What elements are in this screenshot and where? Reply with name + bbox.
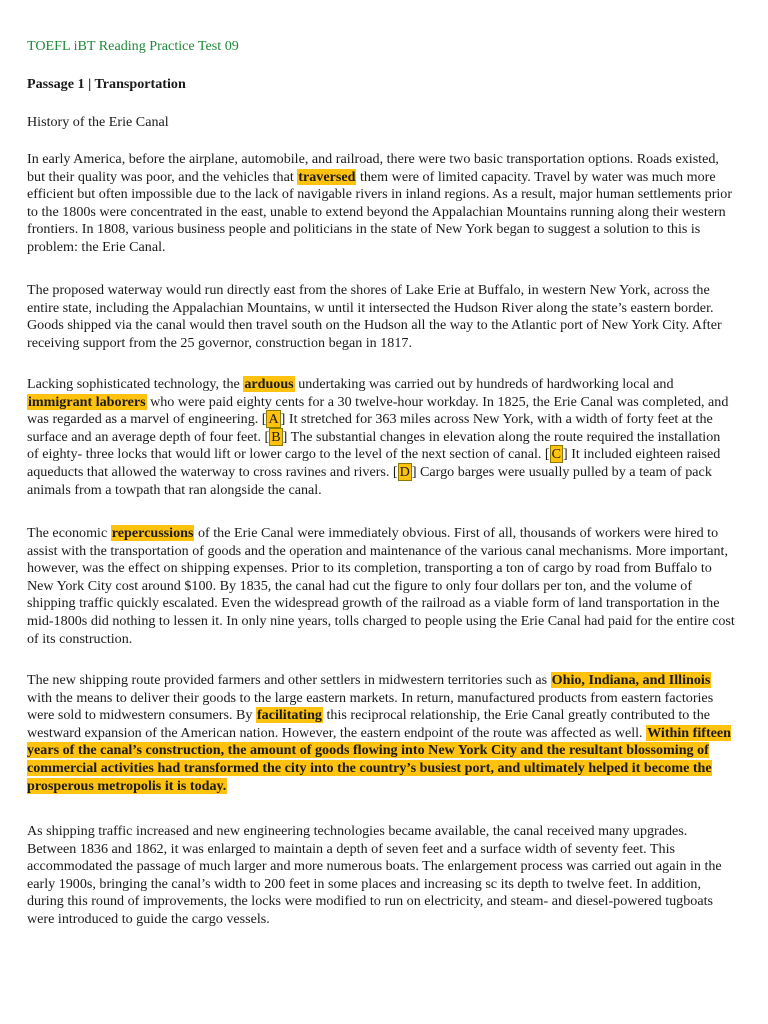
text-segment: The economic (27, 525, 111, 541)
text-segment: Lacking sophisticated technology, the (27, 376, 244, 392)
paragraph-2 (27, 282, 735, 352)
text-segment: ] The substantial changes in elevation along the route required the installation of eighty- three locks that would lift or lower cargo to the level of the next section of canal. [ (27, 428, 721, 463)
insertion-marker-b[interactable]: B (271, 428, 281, 445)
highlighted-term: arduous (244, 376, 294, 392)
text-segment: this reciprocal relationship, the Erie Canal greatly contributed to the westward expansion of the American nation. However, the eastern endpoint of the route was affected as well. (27, 707, 711, 741)
text-segment: ] It stretched for 363 miles across New York, with a width of forty feet at the surface and an average depth of four feet. [ (27, 411, 713, 445)
text-segment: undertaking was carried out by hundreds of hardworking local and (294, 376, 674, 392)
insertion-marker-a[interactable]: A (268, 411, 279, 428)
paragraph-3 (27, 376, 735, 499)
paragraph-4 (27, 525, 735, 648)
text-segment: The new shipping route provided farmers and other settlers in midwestern territories such as (27, 672, 551, 688)
passage-title: Passage 1 | Transportation (27, 76, 186, 92)
text-segment: ] Cargo barges were usually pulled by a team of pack animals from a towpath that ran alongside the canal. (27, 463, 712, 498)
insertion-marker-d[interactable]: D (399, 463, 410, 480)
highlighted-term: repercussions (111, 525, 194, 541)
test-title: TOEFL iBT Reading Practice Test 09 (27, 38, 239, 54)
highlighted-term: facilitating (256, 707, 322, 724)
paragraph-5 (27, 672, 735, 795)
text-segment: with the means to deliver their goods to the large eastern markets. In return, manufactured products from eastern factories were sold to midwestern consumers. By (27, 689, 714, 724)
section-title: History of the Erie Canal (27, 114, 169, 130)
text-segment: them were of limited capacity. Travel by water was much more efficient but often impossible due to the lack of navigable rivers in inland regions. As a result, major human settlements prior to the 1800s were concentrated in the east, unable to extend beyond the Appalachian Mountains running along their western frontiers. In 1808, various business people and politicians in the state of New York began to suggest a solution to this is problem: the Erie Canal. (27, 168, 733, 255)
highlighted-term: Within fifteen years of the canal’s construction, the amount of goods flowing into New York City and the resultant blossoming of commercial activities had transformed the city into the country’s busiest port, and ultimately helped it become the prosperous metropolis it is today. (27, 724, 732, 794)
text-segment: As shipping traffic increased and new engineering technologies became available, the canal received many upgrades. Between 1836 and 1862, it was enlarged to maintain a depth of seven feet and a surface width of seventy feet. This accommodated the passage of much larger and more numerous boats. The enlargement process was carried out again in the early 1900s, bringing the canal’s width to 200 feet in some places and increasing sc its depth to twelve feet. In addition, during this round of improvements, the locks were modified to run on electricity, and steam- and diesel-powered tugboats were introduced to guide the cargo vessels. (27, 823, 722, 927)
text-segment: ] It included eighteen raised aqueducts that allowed the waterway to cross ravines and rivers. [ (27, 446, 721, 480)
paragraph-6 (27, 823, 735, 929)
text-segment: In early America, before the airplane, automobile, and railroad, there were two basic transportation options. Roads existed, but their quality was poor, and the vehicles that (27, 151, 719, 185)
text-segment: who were paid eighty cents for a 30 twelve-hour workday. In 1825, the Erie Canal was completed, and was regarded as a marvel of engineering. [ (27, 393, 729, 428)
highlighted-term: Ohio, Indiana, and Illinois (551, 672, 711, 688)
text-segment: of the Erie Canal were immediately obvious. First of all, thousands of workers were hired to assist with the transportation of goods and the operation and maintenance of the various canal mechanisms. More important, however, was the effect on shipping expenses. Prior to its completion, transporting a ton of cargo by road from Buffalo to New York City cost around $100. By 1835, the canal had cut the figure to only four dollars per ton, and the volume of shipping traffic quickly escalated. Even the widespread growth of the railroad as a viable form of land transportation in the mid-1800s did nothing to lessen it. In only nine years, tolls charged to people using the Erie Canal had paid for the entire cost of its construction. (27, 525, 735, 647)
text-segment: The proposed waterway would run directly east from the shores of Lake Erie at Buffalo, in western New York, across the entire state, including the Appalachian Mountains, w until it intersected the Hudson River along the state’s eastern border. Goods shipped via the canal would then travel south on the Hudson all the way to the Atlantic port of New York City. After receiving support from the 25 governor, construction began in 1817. (27, 282, 722, 351)
highlighted-term: traversed (298, 168, 356, 185)
paragraph-1 (27, 151, 735, 257)
insertion-marker-c[interactable]: C (551, 446, 562, 463)
highlighted-term: immigrant laborers (28, 393, 146, 410)
